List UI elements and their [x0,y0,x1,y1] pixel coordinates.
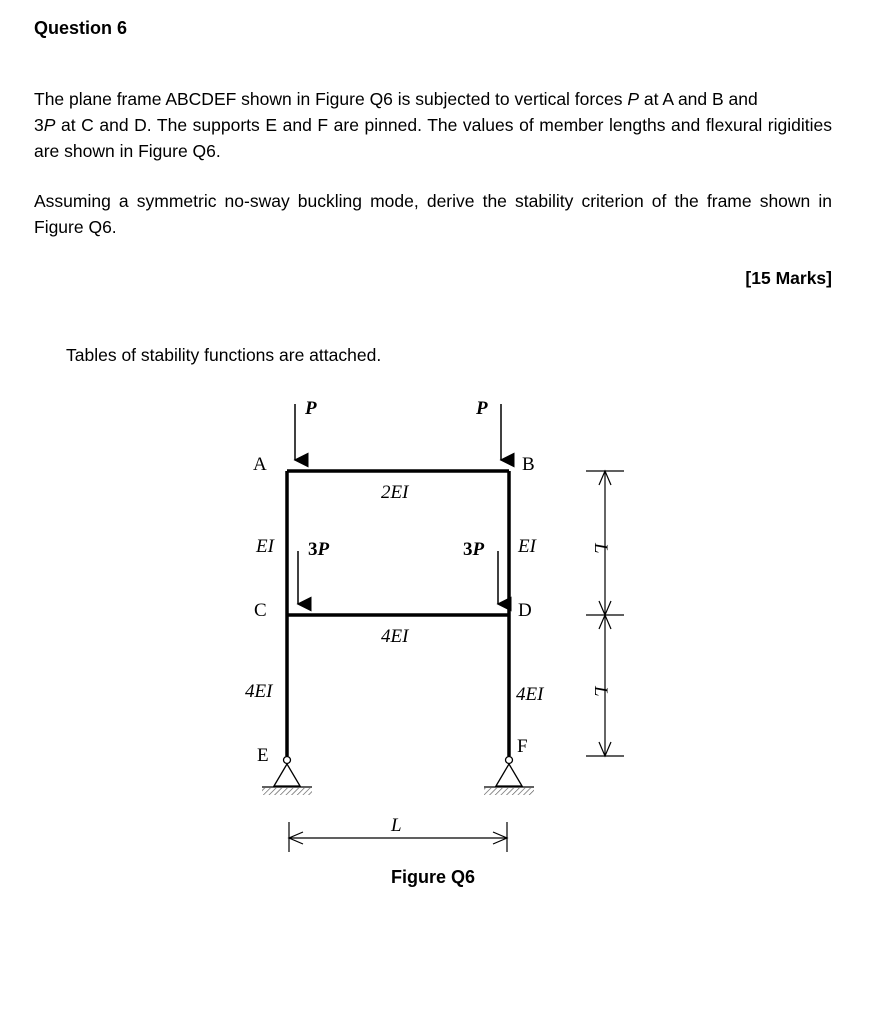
figure-q6-diagram [0,380,880,900]
load-label-d: 3P [463,539,485,560]
paragraph-1-line1-pre: The plane frame ABCDEF shown in Figure Q6 is subjected to vertical forces [34,89,628,109]
paragraph-1-line2-post: at C and D. The supports E and F are pinned. The values of member lengths and flexural rigidities are shown in Figure Q6. [34,115,832,161]
paragraph-1-line1-post: at A and B and [639,89,758,109]
rigidity-label-beam-mid: 4EI [381,626,409,647]
rigidity-label-col-upper-right: EI [518,536,536,557]
question-title: Question 6 [34,18,128,38]
upper-height-label: L [590,543,611,554]
force-3p-symbol: 3P [34,115,56,135]
span-dimension-label: L [391,815,402,836]
lower-height-label: L [590,686,611,697]
force-p-symbol: P [627,89,640,109]
load-arrows [295,404,501,604]
joint-label-d: D [518,600,532,621]
figure-caption: Figure Q6 [391,867,476,887]
support-f [484,757,534,796]
support-e [262,757,312,796]
load-label-a: P [305,398,317,419]
joint-label-c: C [254,600,267,621]
question-paragraph-1 [34,86,832,164]
joint-label-f: F [517,736,528,757]
rigidity-label-beam-top: 2EI [381,482,409,503]
rigidity-label-col-lower-right: 4EI [516,684,544,705]
load-label-b: P [476,398,488,419]
load-label-c: 3P [308,539,330,560]
marks-label: [15 Marks] [745,268,832,288]
joint-label-b: B [522,454,535,475]
rigidity-label-col-lower-left: 4EI [245,681,273,702]
rigidity-label-col-upper-left: EI [256,536,274,557]
question-paragraph-2: Assuming a symmetric no-sway buckling mode, derive the stability criterion of the frame shown in Figure Q6. [34,191,832,237]
joint-label-e: E [257,745,269,766]
height-dimensions [586,471,624,756]
tables-note: Tables of stability functions are attached. [66,345,382,365]
joint-label-a: A [253,454,267,475]
frame-members [287,471,509,756]
